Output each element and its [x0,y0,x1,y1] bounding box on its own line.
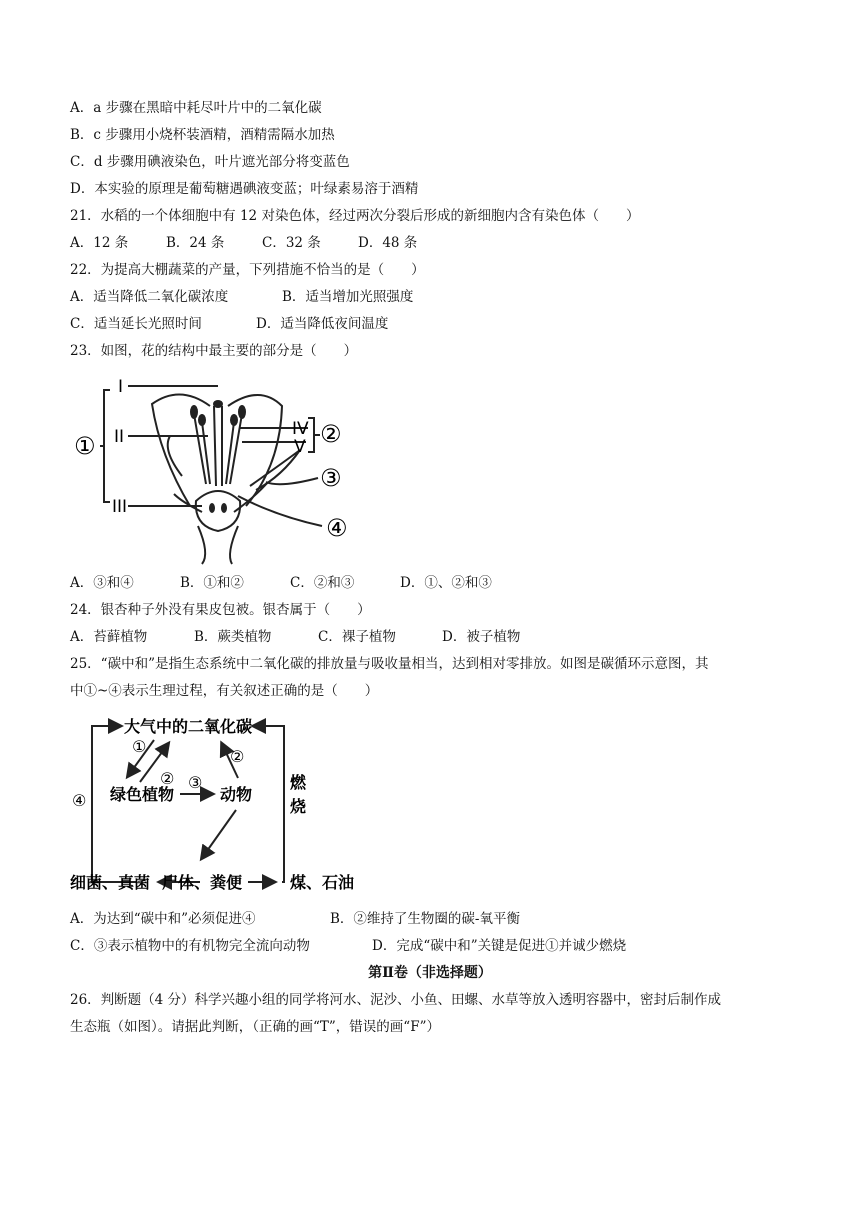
q22-options-row1 [70,287,413,307]
q22-option-b: B．适当增加光照强度 [282,289,414,305]
q25-stem-line2: 中①~④表示生理过程，有关叙述正确的是（ ） [70,683,379,699]
bacteria-label: 细菌、真菌 [70,873,151,892]
q25-option-c: C．③表示植物中的有机物完全流向动物 [70,938,310,954]
circled-label-3: ③ [320,464,342,492]
q20-option-a: A．a 步骤在黑暗中耗尽叶片中的二氧化碳 [70,100,322,116]
q22-option-d: D．适当降低夜间温度 [256,316,389,332]
q20-option-b: B．c 步骤用小烧杯装酒精，酒精需隔水加热 [70,127,335,143]
plants-label: 绿色植物 [110,785,175,804]
atmosphere-label: 大气中的二氧化碳 [124,717,253,736]
marker-4: ④ [72,791,87,810]
q24-option-d: D．被子植物 [442,629,521,645]
burning-label-1: 燃 [290,773,307,792]
marker-2b: ② [230,747,245,766]
q23-option-b: B．①和② [180,575,244,591]
circled-label-2: ② [320,420,342,448]
q21-option-a: A．12 条 [70,235,129,251]
q23-option-c: C．②和③ [290,575,355,591]
fuels-label: 煤、石油 [290,873,355,892]
q24-options [70,627,520,647]
q20-option-c: C．d 步骤用碘液染色，叶片遮光部分将变蓝色 [70,154,350,170]
q25-options-row1 [70,909,520,929]
flower-structure-figure [70,366,360,564]
roman-label-1: I [118,377,124,397]
q25-option-d: D．完成“碳中和”关键是促进①并诚少燃烧 [372,938,627,954]
roman-label-4: IV [292,419,309,439]
remains-label: 尸体、粪便 [162,873,243,892]
q25-option-b: B．②维持了生物圈的碳-氧平衡 [330,911,520,927]
burning-label-2: 烧 [290,797,307,816]
q22-option-a: A．适当降低二氧化碳浓度 [70,289,229,305]
q21-options [70,233,417,253]
q24-option-b: B．蕨类植物 [194,629,272,645]
q25-options-row2 [70,936,626,956]
q23-option-d: D．①、②和③ [400,575,492,591]
carbon-cycle-figure [70,708,355,898]
q25-option-a: A．为达到“碳中和”必须促进④ [70,911,256,927]
roman-label-2: II [114,427,125,447]
marker-1: ① [132,737,147,756]
q23-options [70,573,492,593]
q24-stem: 24．银杏种子外没有果皮包被。银杏属于（ ） [70,602,371,618]
q21-option-c: C．32 条 [262,235,321,251]
q21-option-d: D．48 条 [358,235,418,251]
animals-label: 动物 [220,785,253,804]
q23-stem: 23．如图，花的结构中最主要的部分是（ ） [70,343,358,359]
q22-stem: 22．为提高大棚蔬菜的产量，下列措施不恰当的是（ ） [70,262,425,278]
q24-option-c: C．裸子植物 [318,629,396,645]
q25-stem-line1: 25．“碳中和”是指生态系统中二氧化碳的排放量与吸收量相当，达到相对零排放。如图是碳循环示意图，其 [70,656,709,672]
circled-label-4: ④ [326,514,348,542]
q21-option-b: B．24 条 [166,235,225,251]
section-2-title: 第Ⅱ卷（非选择题） [368,965,492,981]
marker-2a: ② [160,769,175,788]
q21-stem: 21．水稻的一个体细胞中有 12 对染色体，经过两次分裂后形成的新细胞内含有染色体（ ） [70,208,640,224]
q24-option-a: A．苔藓植物 [70,629,148,645]
roman-label-5: V [294,437,306,457]
marker-3: ③ [188,773,203,792]
q26-line1: 26．判断题（4 分）科学兴趣小组的同学将河水、泥沙、小鱼、田螺、水草等放入透明容器中，密封后制作成 [70,992,722,1008]
q23-option-a: A．③和④ [70,575,134,591]
circled-label-1: ① [74,432,96,460]
q26-line2: 生态瓶（如图）。请据此判断，（正确的画“T”，错误的画“F”） [70,1019,440,1035]
roman-label-3: III [112,497,128,517]
q20-option-d: D．本实验的原理是葡萄糖遇碘液变蓝；叶绿素易溶于酒精 [70,181,419,197]
q22-option-c: C．适当延长光照时间 [70,316,202,332]
q22-options-row2 [70,314,388,334]
